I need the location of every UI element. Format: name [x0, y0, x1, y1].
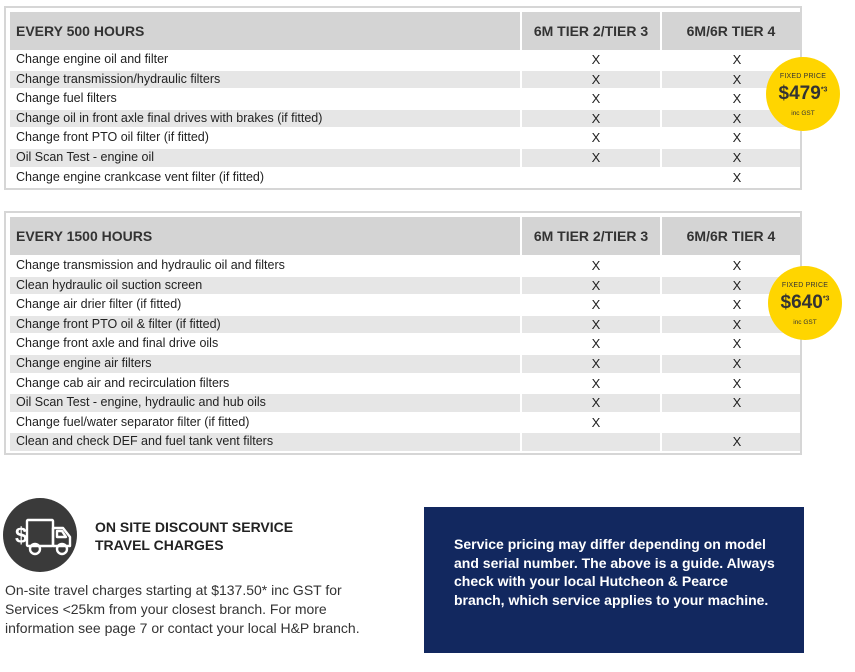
price-footnote: *3 — [820, 86, 828, 94]
truck-icon — [3, 498, 77, 572]
task-label: Change front PTO oil filter (if fitted) — [16, 130, 209, 145]
tier3-mark: X — [591, 110, 601, 126]
table-header-col2 — [662, 217, 800, 255]
table-row — [10, 315, 800, 335]
tier3-mark: X — [591, 395, 601, 411]
column-header: 6M TIER 2/TIER 3 — [533, 23, 649, 39]
tier4-mark: X — [732, 130, 742, 146]
task-label: Oil Scan Test - engine oil — [16, 150, 155, 164]
tier4-mark: X — [732, 277, 742, 293]
table-row — [10, 168, 800, 188]
tier3-mark: X — [591, 130, 601, 146]
table-row — [10, 276, 800, 296]
tier4-mark: X — [732, 71, 742, 87]
table-header-title — [10, 217, 520, 255]
column-header: 6M/6R TIER 4 — [686, 23, 776, 39]
tier4-mark: X — [732, 297, 742, 313]
table-row — [10, 354, 800, 374]
table-row — [10, 50, 800, 70]
tier4-mark: X — [732, 110, 742, 126]
table-header-col1 — [522, 12, 660, 50]
task-label: Change cab air and recirculation filters — [16, 375, 230, 390]
badge-price — [768, 292, 842, 314]
table-row — [10, 432, 800, 452]
service-table-500-hours — [4, 6, 802, 190]
price-footnote: *3 — [822, 295, 830, 303]
price-value: $640 — [780, 292, 823, 313]
tier3-mark: X — [591, 336, 601, 352]
column-header: 6M/6R TIER 4 — [686, 228, 776, 244]
task-label: Change front PTO oil & filter (if fitted) — [16, 316, 221, 331]
tier4-mark: X — [732, 91, 742, 107]
tier4-mark: X — [732, 336, 742, 352]
task-label: Change oil in front axle final drives with brakes (if fitted) — [16, 110, 323, 125]
table-title: EVERY 1500 HOURS — [16, 228, 153, 244]
task-label: Change transmission and hydraulic oil and filters — [16, 258, 285, 272]
table-row — [10, 334, 800, 354]
tier4-mark: X — [732, 395, 742, 411]
tier3-mark: X — [591, 258, 601, 273]
task-label: Oil Scan Test - engine, hydraulic and hub oils — [16, 395, 266, 410]
onsite-title — [95, 518, 293, 554]
table-row — [10, 374, 800, 394]
tier4-mark: X — [732, 434, 742, 450]
table-header-title — [10, 12, 520, 50]
tier3-mark: X — [591, 297, 601, 313]
row-bg — [662, 414, 800, 432]
tier3-mark: X — [591, 71, 601, 87]
task-label: Change engine oil and filter — [16, 52, 169, 66]
tier3-mark: X — [591, 277, 601, 293]
tier4-mark: X — [732, 356, 742, 371]
badge-label: FIXED PRICE — [779, 73, 827, 80]
onsite-title-line1: ON SITE DISCOUNT SERVICE — [95, 519, 294, 535]
task-label: Change air drier filter (if fitted) — [16, 297, 182, 312]
tier3-mark: X — [591, 52, 601, 67]
svg-text:$: $ — [15, 523, 28, 548]
fixed-price-badge — [766, 57, 840, 131]
table-row — [10, 109, 800, 129]
table-row — [10, 70, 800, 90]
pricing-note-text: Service pricing may differ depending on model and serial number. The above is a guide. Always check with your local Hutcheon & Pearce branch, which service applies to your machine. — [454, 536, 775, 608]
badge-gst: inc GST — [793, 319, 817, 326]
task-label: Change fuel/water separator filter (if fitted) — [16, 414, 250, 429]
task-label: Clean hydraulic oil suction screen — [16, 277, 203, 292]
tier3-mark: X — [591, 414, 601, 430]
tier4-mark: X — [732, 150, 742, 165]
table-header-col1 — [522, 217, 660, 255]
price-value: $479 — [778, 83, 821, 104]
tier4-mark: X — [732, 52, 742, 67]
service-truck-icon — [3, 498, 77, 572]
tier4-mark: X — [732, 169, 742, 185]
onsite-description: On-site travel charges starting at $137.50* inc GST for Services <25km from your closest branch. For more information see page 7 or contact your local H&P branch. — [5, 582, 360, 636]
table-row — [10, 148, 800, 168]
table-row — [10, 128, 800, 148]
table-row — [10, 256, 800, 276]
column-header: 6M TIER 2/TIER 3 — [533, 228, 649, 244]
task-label: Clean and check DEF and fuel tank vent filters — [16, 434, 274, 449]
fixed-price-badge — [768, 266, 842, 340]
tier4-mark: X — [732, 375, 742, 391]
tier3-mark: X — [591, 150, 601, 165]
tier3-mark: X — [591, 356, 601, 371]
task-label: Change front axle and final drive oils — [16, 336, 219, 351]
task-label: Change fuel filters — [16, 91, 117, 106]
tier4-mark: X — [732, 316, 742, 332]
pricing-note-panel — [424, 507, 804, 653]
tier4-mark: X — [732, 258, 742, 273]
row-bg — [522, 169, 660, 187]
tier3-mark: X — [591, 316, 601, 332]
table-row — [10, 393, 800, 413]
onsite-title-line2: TRAVEL CHARGES — [95, 537, 224, 553]
badge-label: FIXED PRICE — [781, 282, 829, 289]
task-label: Change transmission/hydraulic filters — [16, 71, 221, 86]
tier3-mark: X — [591, 375, 601, 391]
task-label: Change engine air filters — [16, 356, 152, 370]
badge-price — [766, 83, 840, 105]
badge-gst: inc GST — [791, 110, 815, 117]
service-table-1500-hours — [4, 211, 802, 455]
table-row — [10, 295, 800, 315]
row-bg — [522, 433, 660, 451]
task-label: Change engine crankcase vent filter (if fitted) — [16, 169, 265, 184]
table-title: EVERY 500 HOURS — [16, 23, 145, 39]
table-row — [10, 413, 800, 433]
table-row — [10, 89, 800, 109]
table-header-col2 — [662, 12, 800, 50]
tier3-mark: X — [591, 91, 601, 107]
